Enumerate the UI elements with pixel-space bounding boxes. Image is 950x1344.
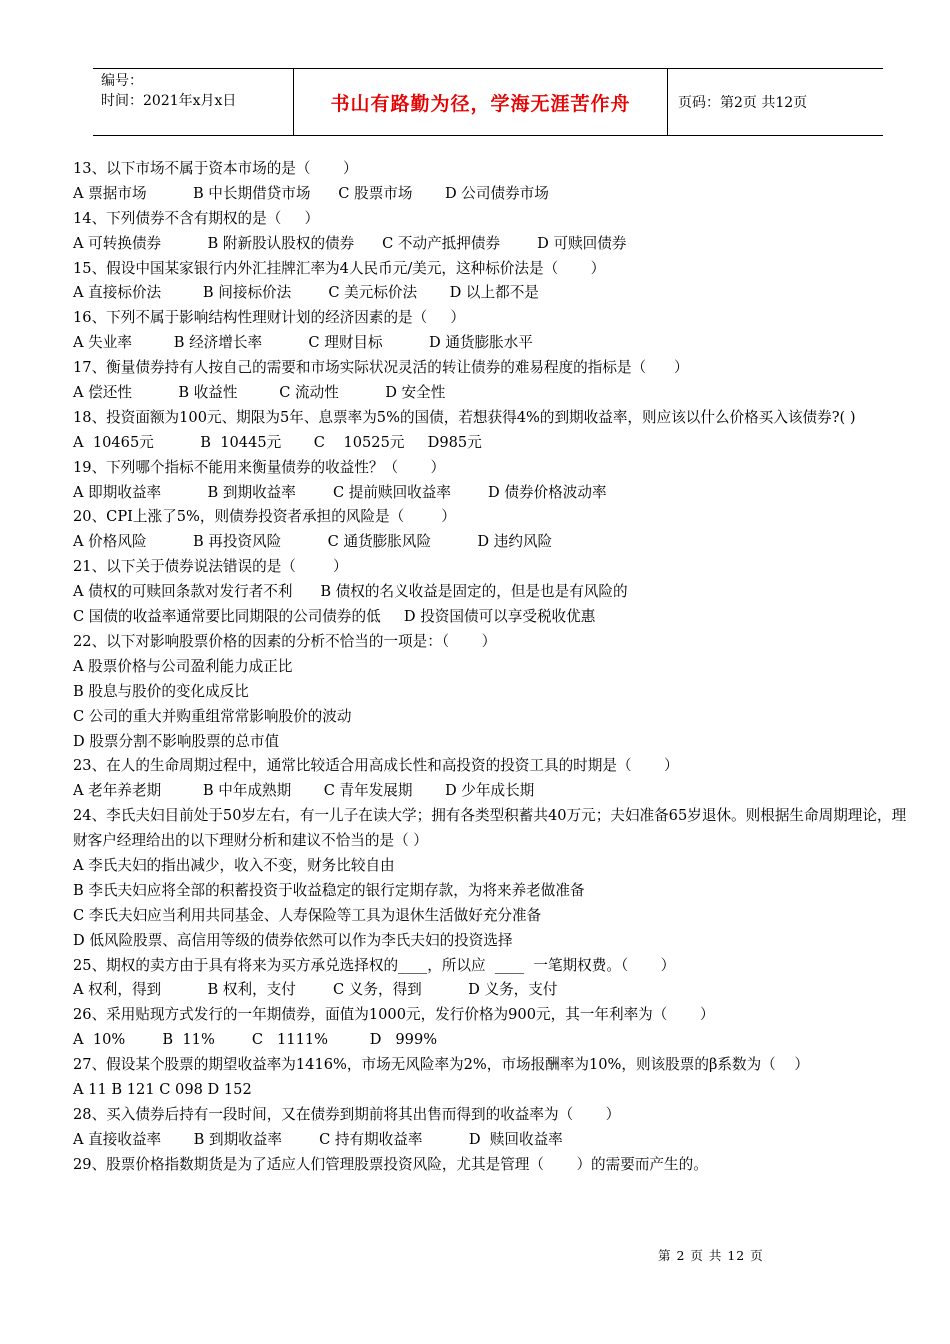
question-list: [73, 157, 908, 1178]
header-page-label: 页码：第2页 共12页: [678, 95, 808, 111]
question-line: A 10% B 11% C 1111% D 999%: [73, 1031, 438, 1049]
question-line: A 11 B 121 C 098 D 152: [73, 1081, 252, 1098]
question-line: C 李氏夫妇应当利用共同基金、人寿保险等工具为退休生活做好充分准备: [73, 906, 542, 924]
question-line: 20、CPI上涨了5%，则债券投资者承担的风险是（ ）: [73, 508, 456, 526]
question-line: 15、假设中国某家银行内外汇挂牌汇率为4人民币元/美元，这种标价法是（ ）: [73, 259, 606, 277]
question-line: A 票据市场 B 中长期借贷市场 C 股票市场 D 公司债券市场: [73, 184, 549, 202]
question-line: B 股息与股价的变化成反比: [73, 682, 249, 700]
question-line: 16、下列不属于影响结构性理财计划的经济因素的是（ ）: [73, 309, 466, 327]
question-line: 13、以下市场不属于资本市场的是（ ）: [73, 160, 358, 177]
question-line: A 可转换债券 B 附新股认股权的债券 C 不动产抵押债券 D 可赎回债券: [73, 234, 627, 252]
question-line: A 价格风险 B 再投资风险 C 通货膨胀风险 D 违约风险: [73, 533, 553, 551]
question-line: A 失业率 B 经济增长率 C 理财目标 D 通货膨胀水平: [73, 334, 533, 352]
question-line: A 李氏夫妇的指出减少，收入不变，财务比较自由: [73, 856, 395, 874]
question-line: 21、以下关于债券说法错误的是（ ）: [73, 558, 348, 576]
question-line: C 国债的收益率通常要比同期限的公司债券的低 D 投资国债可以享受税收优惠: [73, 608, 596, 626]
document-time-label: 时间：2021年x月x日: [101, 93, 237, 109]
question-line: 17、衡量债券持有人按自己的需要和市场实际状况灵活的转让债券的难易程度的指标是（ ）: [73, 359, 689, 377]
question-line: 22、以下对影响股票价格的因素的分析不恰当的一项是：（ ）: [73, 632, 497, 650]
question-line: D 股票分割不影响股票的总市值: [73, 732, 280, 750]
question-line: 29、股票价格指数期货是为了适应人们管理股票投资风险，尤其是管理（ ）的需要而产生的。: [73, 1155, 708, 1173]
question-line: 19、下列哪个指标不能用来衡量债券的收益性？（ ）: [73, 458, 446, 476]
question-line: 24、李氏夫妇目前处于50岁左右，有一儿子在读大学；拥有各类型积蓄共40万元；夫妇准备65岁退休。则根据生命周期理论，理财客户经理给出的以下理财分析和建议不恰当的是（ ）: [73, 807, 907, 850]
question-line: A 直接收益率 B 到期收益率 C 持有期收益率 D 赎回收益率: [73, 1130, 563, 1148]
question-line: B 李氏夫妇应将全部的积蓄投资于收益稳定的银行定期存款，为将来养老做准备: [73, 881, 585, 899]
question-line: 23、在人的生命周期过程中，通常比较适合用高成长性和高投资的投资工具的时期是（ ）: [73, 757, 679, 775]
question-line: 25、期权的卖方由于具有将来为买方承兑选择权的____，所以应 ____ 一笔期权费。（ ）: [73, 956, 676, 974]
question-line: A 债权的可赎回条款对发行者不利 B 债权的名义收益是固定的，但是也是有风险的: [73, 583, 628, 601]
header-meta: [93, 69, 294, 135]
question-line: A 即期收益率 B 到期收益率 C 提前赎回收益率 D 债券价格波动率: [73, 483, 607, 501]
question-line: 27、假设某个股票的期望收益率为1416%，市场无风险率为2%，市场报酬率为10%，则该股票的β系数为（ ）: [73, 1056, 809, 1074]
document-number-label: 编号：: [101, 73, 143, 89]
question-line: A 权利，得到 B 权利，支付 C 义务，得到 D 义务，支付: [73, 981, 558, 999]
question-line: 26、采用贴现方式发行的一年期债券，面值为1000元，发行价格为900元，其一年利率为（ ）: [73, 1006, 715, 1024]
question-line: 18、投资面额为100元、期限为5年、息票率为5%的国债，若想获得4%的到期收益率，则应该以什么价格买入该债券?( ): [73, 408, 856, 426]
header-motto: 书山有路勤为径，学海无涯苦作舟: [294, 69, 668, 135]
question-line: A 老年养老期 B 中年成熟期 C 青年发展期 D 少年成长期: [73, 782, 535, 800]
question-line: A 股票价格与公司盈利能力成正比: [73, 657, 293, 675]
question-line: C 公司的重大并购重组常常影响股价的波动: [73, 707, 352, 725]
question-line: 28、买入债券后持有一段时间，又在债券到期前将其出售而得到的收益率为（ ）: [73, 1105, 621, 1123]
page-footer: 第 2 页 共 12 页: [658, 1248, 764, 1263]
page-header: [93, 68, 883, 136]
question-line: A 10465元 B 10445元 C 10525元 D985元: [73, 433, 482, 451]
question-line: A 偿还性 B 收益性 C 流动性 D 安全性: [73, 384, 446, 402]
question-line: 14、下列债券不含有期权的是（ ）: [73, 209, 320, 227]
question-line: D 低风险股票、高信用等级的债券依然可以作为李氏夫妇的投资选择: [73, 931, 513, 949]
question-line: A 直接标价法 B 间接标价法 C 美元标价法 D 以上都不是: [73, 284, 539, 302]
